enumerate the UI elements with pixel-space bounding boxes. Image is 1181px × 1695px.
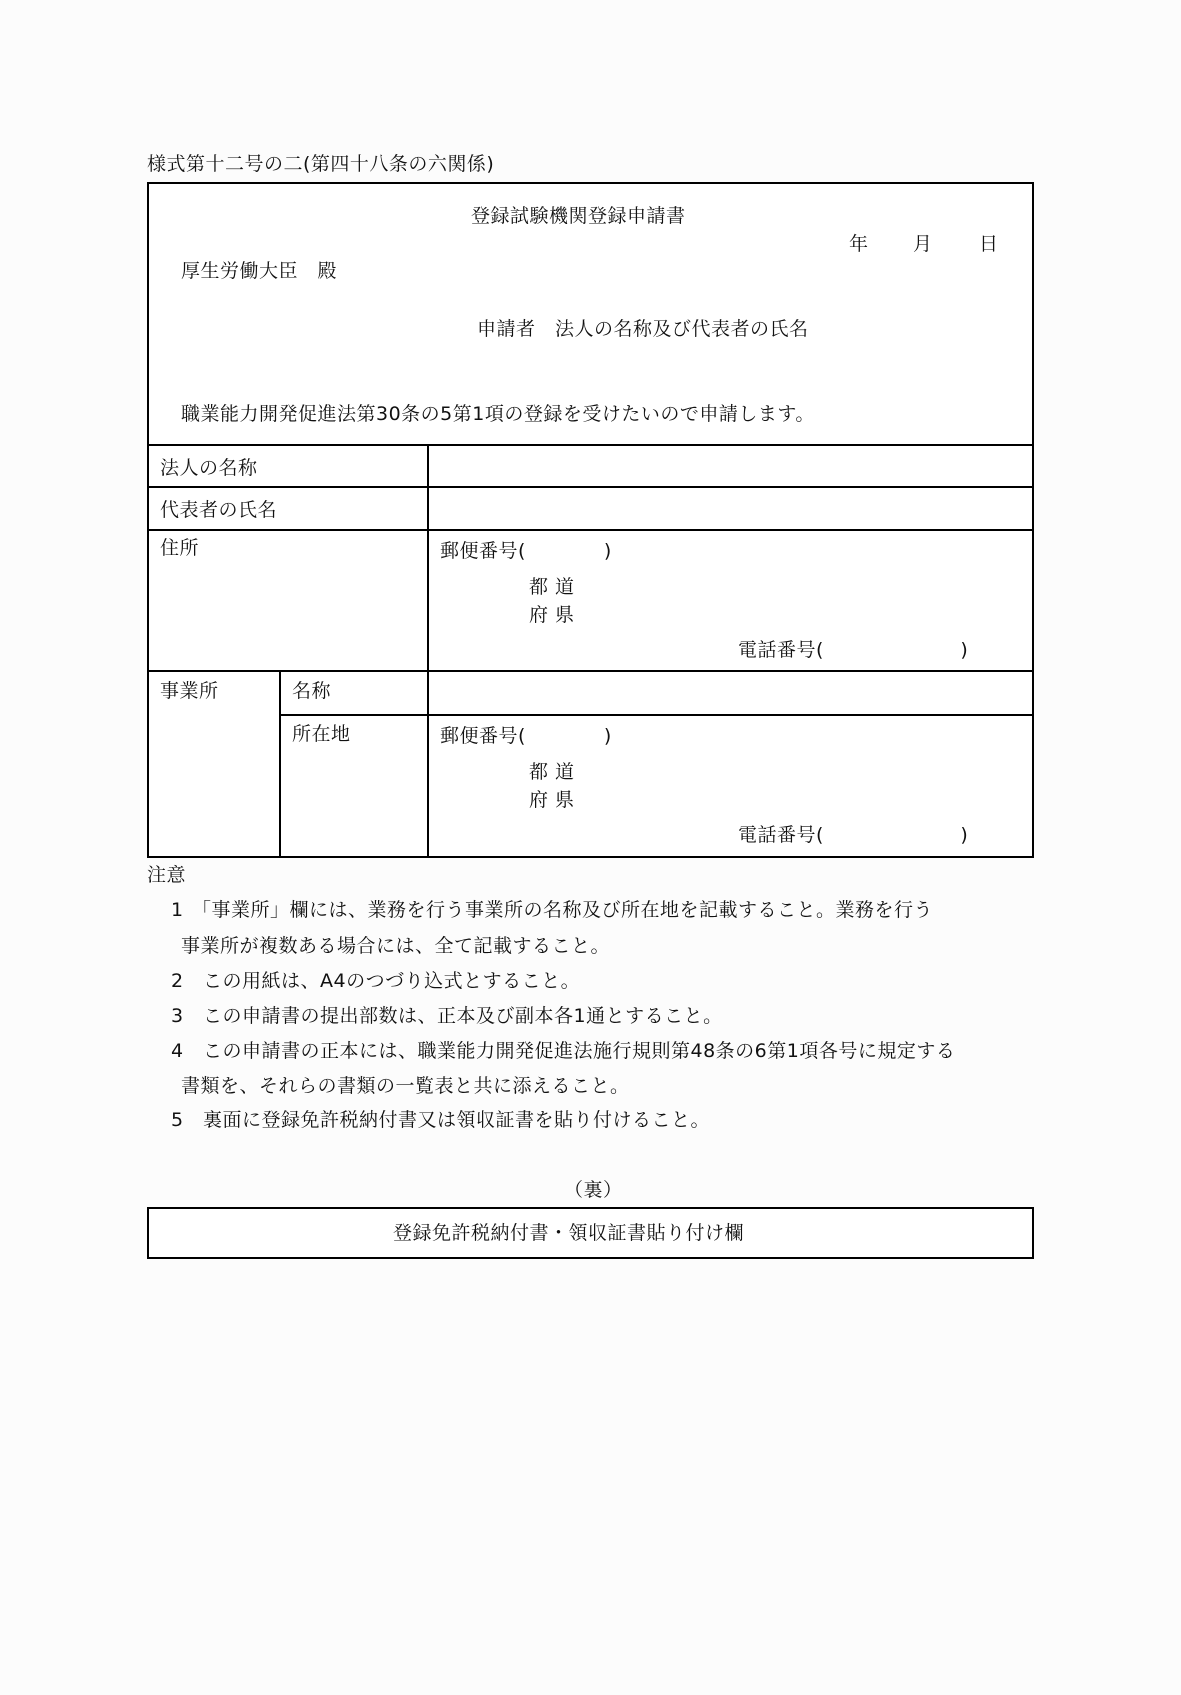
date-month: 月 [913, 233, 933, 255]
note-text: この申請書の正本には、職業能力開発促進法施行規則第48条の6第1項各号に規定する [203, 1040, 956, 1062]
address-phone[interactable]: 電話番号( ) [738, 639, 969, 661]
note-text: 事業所が複数ある場合には、全て記載すること。 [181, 935, 611, 957]
note-text: この申請書の提出部数は、正本及び副本各1通とすること。 [203, 1005, 723, 1027]
form-caption: 様式第十二号の二(第四十八条の六関係) [147, 153, 495, 175]
address-pref-line1: 都 道 [529, 576, 575, 598]
office-pref-line2: 府 県 [529, 789, 575, 811]
address-label: 住所 [160, 537, 200, 559]
applicant-label: 申請者 法人の名称及び代表者の氏名 [477, 318, 809, 340]
divider [279, 670, 281, 857]
office-pref-line1: 都 道 [529, 761, 575, 783]
divider [280, 714, 1034, 716]
note-text: 「事業所」欄には、業務を行う事業所の名称及び所在地を記載すること。業務を行う [192, 899, 934, 921]
note-number: 5 [171, 1109, 184, 1131]
address-postal[interactable]: 郵便番号( ) [440, 540, 612, 562]
form-title: 登録試験機関登録申請書 [471, 205, 686, 227]
corp-name-label: 法人の名称 [160, 457, 258, 479]
note-text: この用紙は、A4のつづり込式とすること。 [203, 970, 581, 992]
office-name-field[interactable] [430, 672, 1032, 714]
address-pref-line2: 府 県 [529, 604, 575, 626]
application-statement: 職業能力開発促進法第30条の5第1項の登録を受けたいので申請します。 [181, 403, 815, 425]
note-number: 4 [171, 1040, 184, 1062]
reverse-label: （裏） [564, 1179, 623, 1201]
office-phone[interactable]: 電話番号( ) [738, 824, 969, 846]
stamp-attachment-label: 登録免許税納付書・領収証書貼り付け欄 [393, 1222, 745, 1244]
divider [147, 529, 1034, 531]
note-text: 書類を、それらの書類の一覧表と共に添えること。 [181, 1075, 630, 1097]
note-text: 裏面に登録免許税納付書又は領収証書を貼り付けること。 [203, 1109, 711, 1131]
note-number: 3 [171, 1005, 184, 1027]
notes-heading: 注意 [147, 864, 187, 886]
note-number: 2 [171, 970, 184, 992]
rep-name-label: 代表者の氏名 [160, 499, 278, 521]
office-label: 事業所 [160, 680, 219, 702]
office-location-label: 所在地 [292, 723, 351, 745]
corp-name-field[interactable] [430, 446, 1032, 486]
divider [427, 444, 429, 857]
note-number: 1 [171, 899, 184, 921]
date-day: 日 [979, 233, 999, 255]
office-postal[interactable]: 郵便番号( ) [440, 725, 612, 747]
rep-name-field[interactable] [430, 488, 1032, 529]
addressee: 厚生労働大臣 殿 [181, 260, 338, 282]
office-name-label: 名称 [292, 680, 332, 702]
date-year: 年 [849, 233, 869, 255]
